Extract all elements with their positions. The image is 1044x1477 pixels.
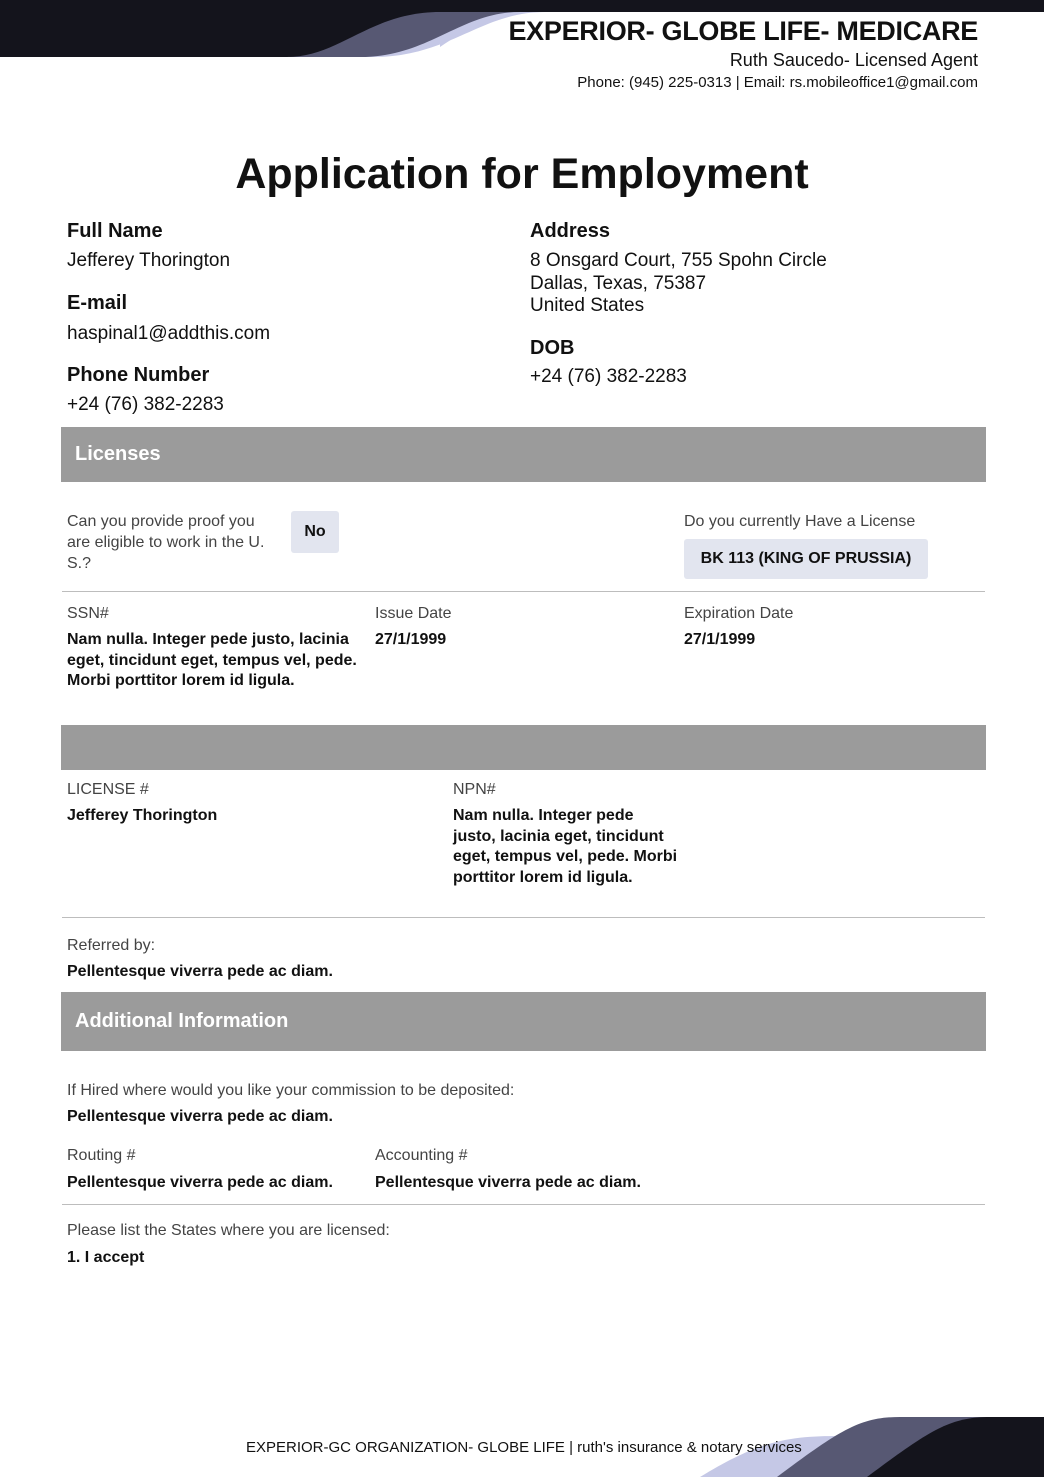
expiration-date-label: Expiration Date xyxy=(684,605,794,622)
license-answer-chip: BK 113 (KING OF PRUSSIA) xyxy=(684,539,928,579)
company-name: EXPERIOR- GLOBE LIFE- MEDICARE xyxy=(508,16,978,46)
eligible-answer-chip: No xyxy=(291,511,339,553)
states-value: 1. I accept xyxy=(67,1249,145,1266)
divider xyxy=(62,917,985,918)
issue-date-value: 27/1/1999 xyxy=(375,631,447,648)
full-name-value: Jefferey Thorington xyxy=(67,250,231,271)
header-bar xyxy=(0,0,1044,12)
states-label: Please list the States where you are licensed: xyxy=(67,1222,390,1239)
accounting-value: Pellentesque viverra pede ac diam. xyxy=(375,1174,641,1191)
eligible-question: Can you provide proof you are eligible to work in the U. S.? xyxy=(67,513,265,572)
expiration-date-value: 27/1/1999 xyxy=(684,631,756,648)
agent-contact: Phone: (945) 225-0313 | Email: rs.mobileoffice1@gmail.com xyxy=(577,74,978,91)
npn-label: NPN# xyxy=(453,781,496,798)
address-line1: 8 Onsgard Court, 755 Spohn Circle xyxy=(530,250,827,271)
address-line3: United States xyxy=(530,295,645,316)
address-label: Address xyxy=(530,220,611,242)
routing-label: Routing # xyxy=(67,1147,136,1164)
email-value: haspinal1@addthis.com xyxy=(67,323,271,344)
dob-value: +24 (76) 382-2283 xyxy=(530,366,687,387)
referred-label: Referred by: xyxy=(67,937,156,954)
footer-text: EXPERIOR-GC ORGANIZATION- GLOBE LIFE | ruth's insurance & notary services xyxy=(246,1439,802,1456)
phone-label: Phone Number xyxy=(67,364,210,386)
ssn-label: SSN# xyxy=(67,605,109,622)
routing-value: Pellentesque viverra pede ac diam. xyxy=(67,1174,333,1191)
issue-date-label: Issue Date xyxy=(375,605,452,622)
license-question: Do you currently Have a License xyxy=(684,513,916,530)
deposit-label: If Hired where would you like your commission to be deposited: xyxy=(67,1082,515,1099)
referred-value: Pellentesque viverra pede ac diam. xyxy=(67,963,333,980)
phone-value: +24 (76) 382-2283 xyxy=(67,394,224,415)
full-name-label: Full Name xyxy=(67,220,163,242)
address-line2: Dallas, Texas, 75387 xyxy=(530,273,707,294)
dob-label: DOB xyxy=(530,337,575,359)
license-number-value: Jefferey Thorington xyxy=(67,807,218,824)
additional-info-heading: Additional Information xyxy=(61,992,986,1051)
ssn-value: Nam nulla. Integer pede justo, lacinia eget, tincidunt eget, tempus vel, pede. Morbi porttitor lorem id ligula. xyxy=(67,631,357,689)
accounting-label: Accounting # xyxy=(375,1147,468,1164)
license-number-label: LICENSE # xyxy=(67,781,149,798)
divider xyxy=(62,1204,985,1205)
agent-name: Ruth Saucedo- Licensed Agent xyxy=(729,50,978,70)
npn-value: Nam nulla. Integer pede justo, lacinia eget, tincidunt eget, tempus vel, pede. Morbi porttitor lorem id ligula. xyxy=(453,807,678,886)
page-title: Application for Employment xyxy=(235,150,809,198)
divider xyxy=(62,591,985,592)
deposit-value: Pellentesque viverra pede ac diam. xyxy=(67,1108,333,1125)
section-band xyxy=(61,725,986,770)
email-label: E-mail xyxy=(67,292,128,314)
licenses-heading: Licenses xyxy=(61,427,986,482)
